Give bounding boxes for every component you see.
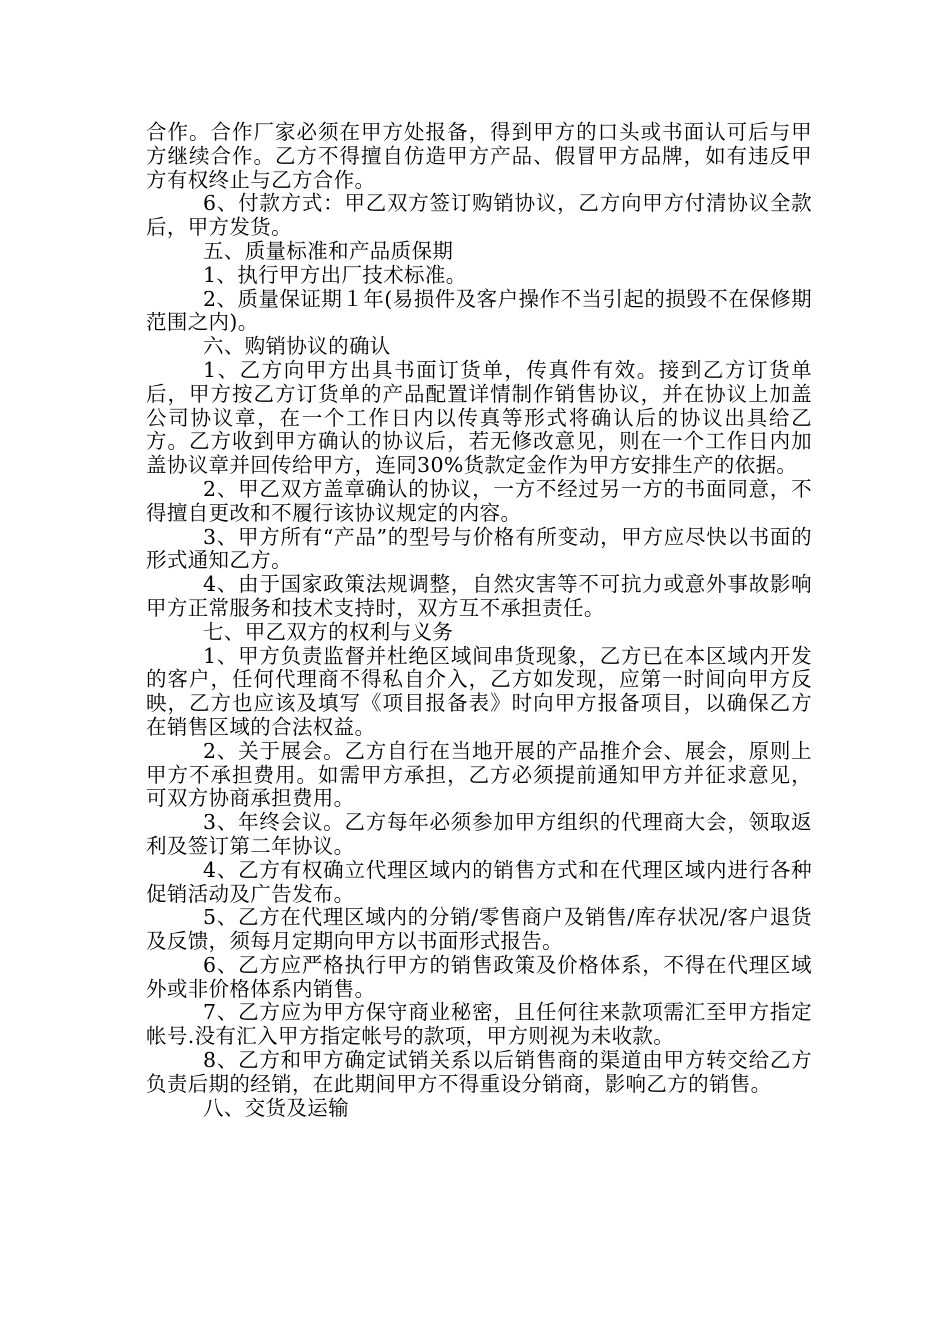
paragraph-exhibitions: 2、关于展会。乙方自行在当地开展的产品推介会、展会，原则上甲方不承担费用。如需甲方承担，乙方必须提前通知甲方并征求意见，可双方协商承担费用。 bbox=[146, 738, 812, 811]
paragraph-trial-sales: 8、乙方和甲方确定试销关系以后销售商的渠道由甲方转交给乙方负责后期的经销，在此期间甲方不得重设分销商，影响乙方的销售。 bbox=[146, 1048, 812, 1096]
paragraph-pricing-policy: 6、乙方应严格执行甲方的销售政策及价格体系，不得在代理区域外或非价格体系内销售。 bbox=[146, 952, 812, 1001]
paragraph-region-supervision: 1、甲方负责监督并杜绝区域间串货现象，乙方已在本区域内开发的客户，任何代理商不得私自介入，乙方如发现，应第一时间向甲方反映，乙方也应该及填写《项目报备表》时向甲方报备项目，以确保乙方在销售区域的合法权益。 bbox=[146, 643, 812, 739]
paragraph-agreement-changes: 2、甲乙双方盖章确认的协议，一方不经过另一方的书面同意，不得擅自更改和不履行该协议规定的内容。 bbox=[146, 476, 812, 525]
paragraph-force-majeure: 4、由于国家政策法规调整，自然灾害等不可抗力或意外事故影响甲方正常服务和技术支持时，双方互不承担责任。 bbox=[146, 572, 812, 620]
paragraph-confidentiality: 7、乙方应为甲方保守商业秘密，且任何往来款项需汇至甲方指定帐号.没有汇入甲方指定帐号的款项，甲方则视为未收款。 bbox=[146, 1000, 812, 1049]
paragraph-sales-methods: 4、乙方有权确立代理区域内的销售方式和在代理区域内进行各种促销活动及广告发布。 bbox=[146, 857, 812, 906]
paragraph-quality-standard: 1、执行甲方出厂技术标准。 bbox=[203, 262, 467, 287]
paragraph-cooperation-continued: 合作。合作厂家必须在甲方处报备，得到甲方的口头或书面认可后与甲方继续合作。乙方不得擅自仿造甲方产品、假冒甲方品牌，如有违反甲方有权终止与乙方合作。 bbox=[146, 120, 812, 192]
document-page bbox=[146, 121, 812, 1120]
paragraph-annual-meeting: 3、年终会议。乙方每年必须参加甲方组织的代理商大会，领取返利及签订第二年协议。 bbox=[146, 810, 812, 858]
paragraph-payment-method: 6、付款方式：甲乙双方签订购销协议，乙方向甲方付清协议全款后，甲方发货。 bbox=[146, 191, 812, 240]
section-heading-rights-obligations: 七、甲乙双方的权利与义务 bbox=[203, 619, 454, 644]
paragraph-order-process: 1、乙方向甲方出具书面订货单，传真件有效。接到乙方订货单后，甲方按乙方订货单的产品配置详情制作销售协议，并在协议上加盖公司协议章，在一个工作日内以传真等形式将确认后的协议出具给乙方。乙方收到甲方确认的协议后，若无修改意见，则在一个工作日内加盖协议章并回传给甲方，连同30%货款定金作为甲方安排生产的依据。 bbox=[146, 357, 812, 478]
section-heading-quality: 五、质量标准和产品质保期 bbox=[203, 238, 454, 263]
paragraph-warranty-period: 2、质量保证期１年(易损件及客户操作不当引起的损毁不在保修期范围之内)。 bbox=[146, 286, 812, 335]
paragraph-price-changes: 3、甲方所有“产品”的型号与价格有所变动，甲方应尽快以书面的形式通知乙方。 bbox=[146, 524, 812, 573]
paragraph-monthly-report: 5、乙方在代理区域内的分销/零售商户及销售/库存状况/客户退货及反馈，须每月定期向甲方以书面形式报告。 bbox=[146, 905, 812, 954]
section-heading-delivery: 八、交货及运输 bbox=[203, 1095, 349, 1120]
section-heading-agreement-confirmation: 六、购销协议的确认 bbox=[203, 334, 391, 359]
